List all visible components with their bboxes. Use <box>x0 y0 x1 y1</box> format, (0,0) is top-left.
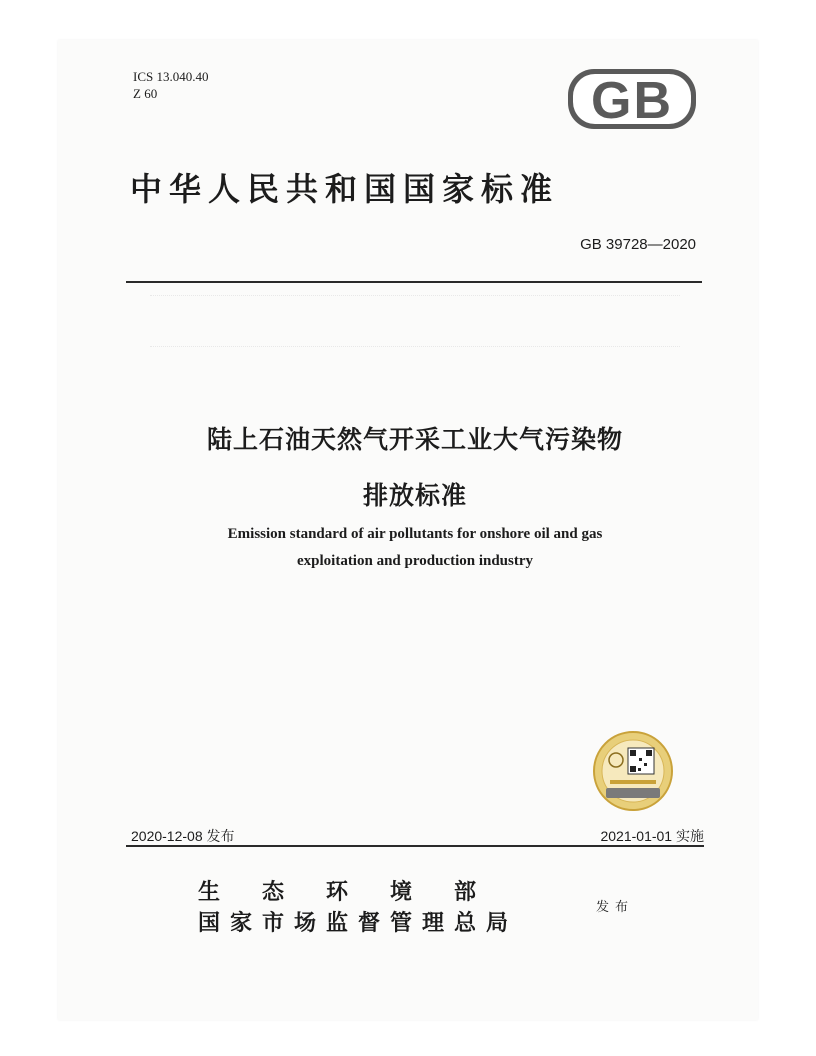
bleed-through-text <box>150 295 680 347</box>
issuer-administration: 国家市场监督管理总局 <box>198 910 519 936</box>
title-zh-line1: 陆上石油天然气开采工业大气污染物 <box>206 425 623 454</box>
classification-codes <box>133 68 208 102</box>
issue-date: 2020-12-08 发布 <box>131 828 235 844</box>
gb-logo-text: GB <box>591 72 673 130</box>
issuer-ministry: 生态环境部 <box>198 879 519 905</box>
ics-code: ICS 13.040.40 <box>133 69 209 84</box>
title-en-line2: exploitation and production industry <box>296 553 534 569</box>
class-code: Z 60 <box>133 86 158 101</box>
national-standard-title: 中华人民共和国国家标准 <box>130 170 560 208</box>
title-en-line1: Emission standard of air pollutants for onshore oil and gas <box>227 526 603 542</box>
implementation-date: 2021-01-01 实施 <box>600 828 704 844</box>
anti-counterfeit-seal <box>592 730 674 812</box>
footer-divider <box>126 845 704 847</box>
title-zh-line2: 排放标准 <box>362 481 467 510</box>
header-divider <box>126 281 702 283</box>
standard-number: GB 39728—2020 <box>580 236 696 253</box>
gb-logo <box>566 66 698 132</box>
publish-label: 发布 <box>596 900 635 915</box>
